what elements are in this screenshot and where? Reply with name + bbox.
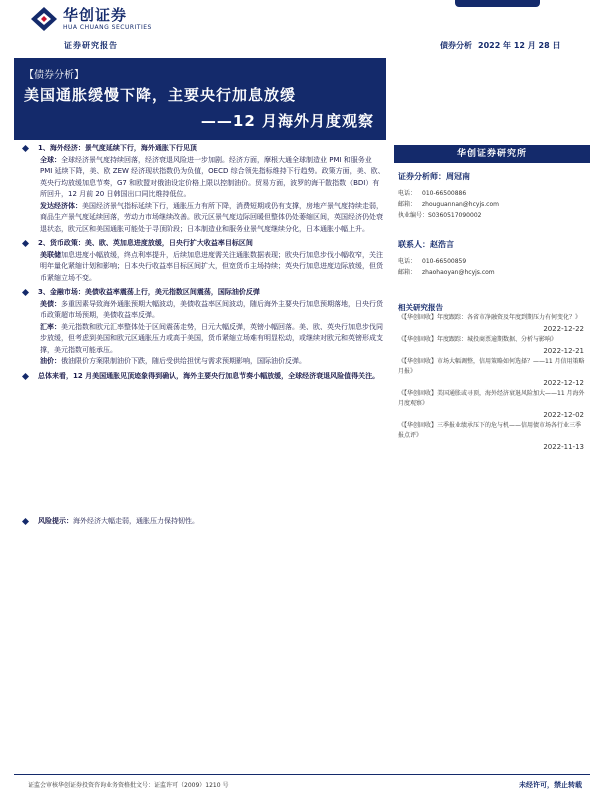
diamond-bullet-icon (22, 373, 29, 380)
diamond-bullet-icon (22, 518, 29, 525)
related-report-title[interactable]: 《【华创固收】年度跟踪：各省市净融资及年度到期压力有何变化？》 (398, 314, 582, 321)
section-markets (20, 287, 386, 368)
report-date: 2022 年 12 月 28 日 (478, 41, 561, 50)
report-title: 美国通胀缓慢下降，主要央行加息放缓 (24, 86, 297, 104)
conclusion: 总体来看，12 月美国通胀见顶迹象得到确认，海外主要央行加息节奏小幅放缓，全球经济衰退风险值得关注。 (38, 371, 380, 380)
email-label: 邮箱： (398, 201, 417, 208)
email-value[interactable]: zhouguannan@hcyjs.com (422, 201, 499, 208)
footer-license: 证监会审核华创证券投资咨询业务资格批文号：证监许可（2009）1210 号 (28, 782, 229, 789)
paragraph (38, 155, 386, 201)
related-report-title[interactable]: 《【华创固收】美国通胀或寻顶，海外经济衰退风险加大——11 月海外月度观察》 (398, 390, 585, 407)
diamond-bullet-icon (22, 145, 29, 152)
diamond-bullet-icon (22, 289, 29, 296)
related-report[interactable] (394, 357, 590, 389)
paragraph-head: 全球： (40, 155, 61, 164)
cert-value: S0360517090002 (428, 212, 482, 219)
diamond-bullet-icon (22, 240, 29, 247)
paragraph-head: 美债： (40, 299, 61, 308)
paragraph (38, 322, 386, 357)
paragraph-text: 俄油限价方案限制油价下跌，随后受供给担忧与需求预期影响，国际油价反弹。 (61, 357, 306, 365)
logo (30, 6, 152, 32)
related-report-title[interactable]: 《【华创固收】三季报业绩承压下的危与机——信用债市场各行业三季报点评》 (398, 422, 582, 439)
section-title: 2、货币政策：美、欧、英加息进度放缓，日央行扩大收益率目标区间 (38, 239, 253, 247)
top-tab (455, 0, 540, 7)
related-report[interactable] (394, 421, 590, 453)
phone-value: 010-66500886 (422, 190, 467, 197)
related-report-date: 2022-12-22 (543, 325, 584, 333)
related-report-date: 2022-12-02 (543, 411, 584, 419)
section-economy (20, 143, 386, 235)
section-title: 3、金融市场：美债收益率震荡上行，美元指数区间震荡，国际油价反弹 (38, 288, 260, 296)
logo-icon (30, 6, 58, 32)
banner-tag: 【债券分析】 (24, 70, 84, 81)
phone-label: 电话： (398, 258, 417, 265)
footer-notice: 未经许可，禁止转载 (519, 781, 582, 789)
analyst-cert (394, 210, 590, 221)
paragraph-text: 加息进度小幅放缓，终点利率提升，后续加息进度需关注通胀数据表现；欧央行加息步伐小幅收窄，关注明年量化紧缩计划和影响；日本央行收益率目标区间扩大，但宽货币主场持续；英央行加息进度边际放缓，但货币紧缩立场不变。 (40, 250, 383, 282)
institute-header: 华创证券研究所 (394, 145, 590, 163)
related-report-date: 2022-11-13 (543, 443, 584, 451)
paragraph (38, 299, 386, 322)
email-label: 邮箱： (398, 269, 417, 276)
analyst-email (394, 199, 590, 210)
paragraph (38, 201, 386, 236)
paragraph-text: 全球经济景气度持续回落，经济衰退风险进一步加剧。经济方面，摩根大通全球制造业 PMI 和服务业 PMI 延续下降，美、欧 ZEW 经济现状指数仍为负值，OECD 综合领先指标维持下行趋势。政策方面，美、欧、英央行均放缓加息节奏，G7 和欧盟对俄油设定价格上限以控制油价。贸易方面，波罗的海干散指数（BDI）有所回升，12 月前 20 日韩国出口同比维持低位。 (40, 155, 385, 198)
cert-label: 执业编号： (398, 212, 429, 219)
related-report[interactable] (394, 313, 590, 335)
paragraph-head: 发达经济体： (40, 201, 82, 210)
phone-value: 010-66500859 (422, 258, 467, 265)
paragraph-text: 美元指数和欧元汇率整体处于区间震荡走势，日元大幅反弹，英镑小幅回落。美、欧、英央行加息步伐同步放缓，但考虑到美国和欧元区通胀压力或高于美国，货币紧缩立场难有明显松动，或继续对欧元和英镑形成支撑，美元指数可能承压。 (40, 322, 383, 354)
risk-label: 风险提示： (38, 517, 73, 525)
report-subtitle: ——12 月海外月度观察 (200, 112, 374, 130)
risk-warning (20, 516, 386, 527)
footer-divider (14, 774, 590, 775)
title-banner (14, 58, 386, 140)
related-report-title[interactable]: 《【华创固收】年度跟踪：城投商票逾期数据、分析与影响》 (398, 336, 558, 343)
paragraph (38, 250, 386, 285)
paragraph-text: 多重因素导致海外通胀预期大幅波动，美债收益率区间波动，随后海外主要央行加息预期落地，日央行货币政策超市场预期，美债收益率反弹。 (40, 299, 383, 319)
analyst-phone (394, 188, 590, 199)
related-report-date: 2022-12-21 (543, 347, 584, 355)
contact-name: 联系人：赵浩言 (398, 240, 454, 249)
related-report-date: 2022-12-12 (543, 379, 584, 387)
report-label: 证券研究报告 (64, 41, 118, 50)
sidebar (394, 145, 590, 453)
logo-en: HUA CHUANG SECURITIES (63, 23, 152, 31)
contact-email (394, 267, 590, 278)
related-report-title[interactable]: 《【华创固收】市场大幅调整，信用策略如何选择？——11 月信用策略月报》 (398, 358, 585, 375)
paragraph-head: 美联储 (40, 250, 61, 259)
contact-phone (394, 256, 590, 267)
section-title: 1、海外经济：景气度延续下行，海外通胀下行见顶 (38, 144, 197, 152)
paragraph (38, 356, 386, 368)
summary-body (20, 140, 386, 382)
paragraph-head: 油价： (40, 357, 61, 365)
related-reports-title: 相关研究报告 (398, 303, 443, 312)
related-report[interactable] (394, 389, 590, 421)
logo-cn: 华创证券 (63, 5, 128, 24)
related-report[interactable] (394, 335, 590, 357)
risk-text: 海外经济大幅走弱，通胀压力保持韧性。 (73, 517, 199, 525)
section-monetary (20, 238, 386, 284)
report-type: 债券分析 (440, 41, 472, 50)
paragraph-text: 美国经济景气指标延续下行，通胀压力有所下降，消费短期或仍有支撑，房地产景气度持续走弱，商品生产景气度延续回落，劳动力市场继续改善。欧元区景气度边际回暖但整体仍处萎缩区间，英国经济仍处衰退状态，欧元区和美国通胀可能处于寻顶阶段；日本制造业和服务业景气度继续分化，日本通胀小幅上升。 (40, 201, 383, 233)
section-conclusion (20, 371, 386, 383)
paragraph-head: 汇率： (40, 322, 61, 331)
email-value[interactable]: zhaohaoyan@hcyjs.com (422, 269, 495, 276)
analyst-name: 证券分析师：周冠南 (398, 172, 470, 181)
phone-label: 电话： (398, 190, 417, 197)
